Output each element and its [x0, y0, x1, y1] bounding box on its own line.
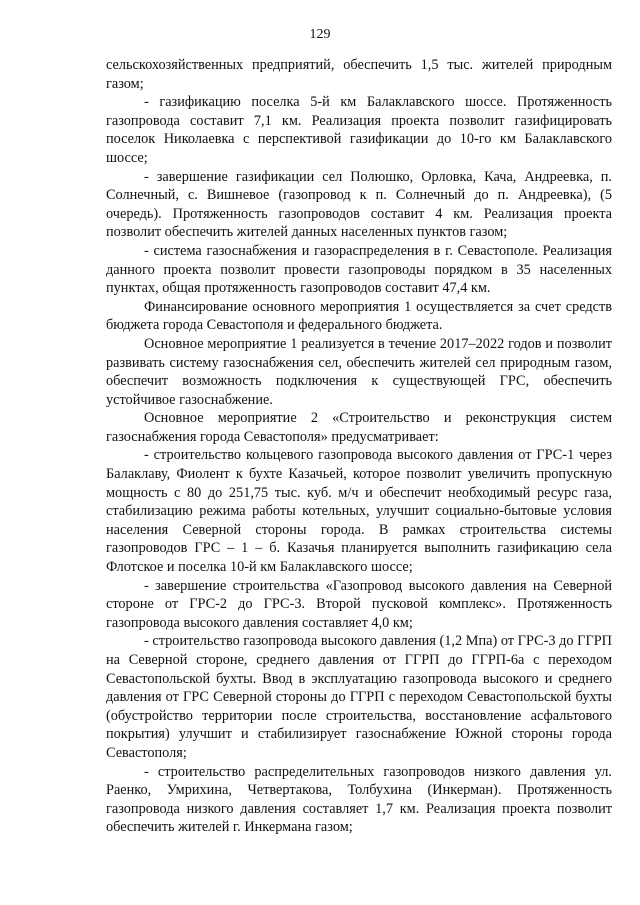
page-number: 129 [309, 27, 331, 42]
paragraph: сельскохозяйственных предприятий, обеспечить 1,5 тыс. жителей природным газом; [106, 57, 612, 92]
list-item: - завершение газификации сел Полюшко, Орловка, Кача, Андреевка, п. Солнечный, с. Вишневое (газопровод к п. Солнечный до п. Андреевка), (5 очередь). Протяженность газопроводов составит 4 км. Реализация проекта позволит обеспечить жителей данных населенных пунктов газом; [106, 168, 612, 241]
paragraph: Основное мероприятие 2 «Строительство и реконструкция систем газоснабжения города Севастополя» предусматривает: [106, 410, 612, 445]
paragraph: Основное мероприятие 1 реализуется в течение 2017–2022 годов и позволит развивать систему газоснабжения сел, обеспечить жителей сел природным газом, обеспечит возможность подключения к существующей ГРС, обеспечить устойчивое газоснабжение. [106, 335, 612, 408]
list-item: - строительство распределительных газопроводов низкого давления ул. Раенко, Умрихина, Четвертакова, Толбухина (Инкерман). Протяженность газопровода низкого давления составляет 1,7 км. Реализация проекта позволит обеспечить жителей г. Инкермана газом; [106, 763, 612, 836]
list-item: - система газоснабжения и газораспределения в г. Севастополе. Реализация данного проекта позволит провести газопроводы порядком в 35 населенных пунктах, общая протяженность газопроводов составит 47,4 км. [106, 242, 612, 297]
list-item: - строительство кольцевого газопровода высокого давления от ГРС-1 через Балаклаву, Фиолент к бухте Казачьей, которое позволит увеличить пропускную мощность с 80 до 251,75 тыс. куб. м/ч и обеспечит необходимый ресурс газа, стабилизацию режима работы котельных, улучшит социально-бытовые условия населения Северной стороны города. В рамках строительства системы газопроводов ГРС – 1 – б. Казачья планируется выполнить газификацию села Флотское и поселка 10-й км Балаклавского шоссе; [106, 447, 612, 576]
document-body [106, 56, 612, 837]
list-item: - завершение строительства «Газопровод высокого давления на Северной стороне от ГРС-2 до ГРС-3. Второй пусковой комплекс». Протяженность газопровода высокого давления составляет 4,0 км; [106, 577, 612, 631]
list-item: - газификацию поселка 5-й км Балаклавского шоссе. Протяженность газопровода составит 7,1 км. Реализация проекта позволит газифицировать поселок Николаевка с перспективой газификации до 10-го км Балаклавского шоссе; [106, 94, 612, 166]
paragraph: Финансирование основного мероприятия 1 осуществляется за счет средств бюджета города Севастополя и федерального бюджета. [106, 298, 612, 334]
list-item: - строительство газопровода высокого давления (1,2 Мпа) от ГРС-3 до ГГРП на Северной стороне, среднего давления от ГГРП до ГГРП-6а с переходом Севастопольской бухты. Ввод в эксплуатацию газопровода высокого и среднего давления от ГРС Северной стороны до ГГРП с переходом Севастопольской бухты (обустройство территории после строительства, восстановление асфальтового покрытия) улучшит и стабилизирует газоснабжение Южной стороны города Севастополя; [106, 633, 612, 761]
